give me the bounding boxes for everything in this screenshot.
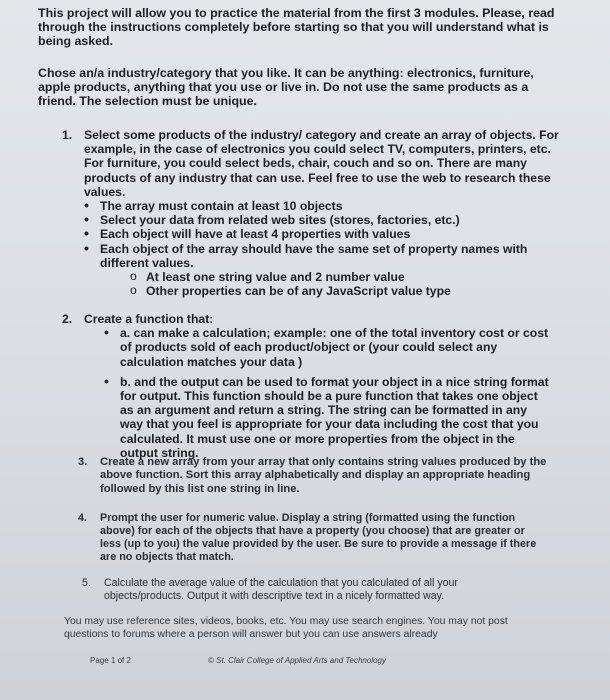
bullet-item: • b. and the output can be used to format your object in a nice string format for output. This function should be a pure function that takes one object as an argument and return a string. The string can be formatted in any way that you feel is appropriate for your data including the cost that you calculated. It must use one or more properties from the object in the output string.	[102, 375, 552, 460]
bullet-item: • a. can make a calculation; example: one of the total inventory cost or cost of products sold of each product/object or (your could select any calculation matches your data )	[102, 326, 552, 369]
sub-bullet-item: o At least one string value and 2 number value	[128, 270, 562, 284]
intro-paragraph-1: This project will allow you to practice the material from the first 3 modules. Please, read through the instructions completely before starting so that you will understand what is being asked.	[38, 6, 555, 49]
item-text: Calculate the average value of the calculation that you calculated of all your objects/products. Output it with descriptive text in a nicely formatted way.	[104, 577, 458, 602]
instruction-item-5	[82, 577, 532, 603]
instruction-item-3	[78, 456, 548, 496]
instruction-item-4	[78, 512, 548, 564]
bullet-item: • The array must contain at least 10 objects	[82, 199, 562, 213]
item-text: Create a function that:	[84, 312, 214, 326]
sub-bullet-item: o Other properties can be of any JavaScript value type	[128, 284, 562, 298]
item-text: Create a new array from your array that only contains string values produced by the above function. Sort this array alphabetically and display an appropriate heading followed by this list one string in line.	[100, 456, 547, 495]
item-number: 3.	[78, 456, 88, 468]
item-text: Prompt the user for numeric value. Display a string (formatted using the function above) for each of the objects that have a property (you choose) that are greater or less (up to you) the value provided by the user. Be sure to provide a message if there are no objects that match.	[100, 512, 537, 563]
item-text: Select some products of the industry/ category and create an array of objects. For example, in the case of electronics you could select TV, computers, printers, etc. For furniture, you could select beds, chair, couch and so on. There are many products of any industry that can use. Feel free to use the web to research these values.	[84, 128, 559, 199]
bullet-item: • Select your data from related web sites (stores, factories, etc.)	[82, 213, 562, 227]
bullet-item: • Each object of the array should have the same set of property names with different values.	[82, 242, 562, 270]
instruction-item-1	[62, 128, 562, 298]
page-number: Page 1 of 2	[90, 656, 131, 665]
item-number: 4.	[78, 512, 88, 524]
item-number: 1.	[62, 128, 73, 142]
instruction-item-2	[62, 312, 562, 460]
closing-paragraph: You may use reference sites, videos, books, etc. You may use search engines. You may not post questions to forums where a person will answer but you can use answers already	[64, 616, 508, 640]
item-number: 5.	[82, 577, 91, 589]
bullet-item: • Each object will have at least 4 properties with values	[82, 227, 562, 241]
item-number: 2.	[62, 312, 73, 326]
copyright-text: © St. Clair College of Applied Arts and Technology	[208, 656, 386, 665]
intro-paragraph-2: Chose an/a industry/category that you like. It can be anything: electronics, furniture, apple products, anything that you use or live in. Do not use the same products as a friend. The selection must be unique.	[38, 66, 534, 109]
